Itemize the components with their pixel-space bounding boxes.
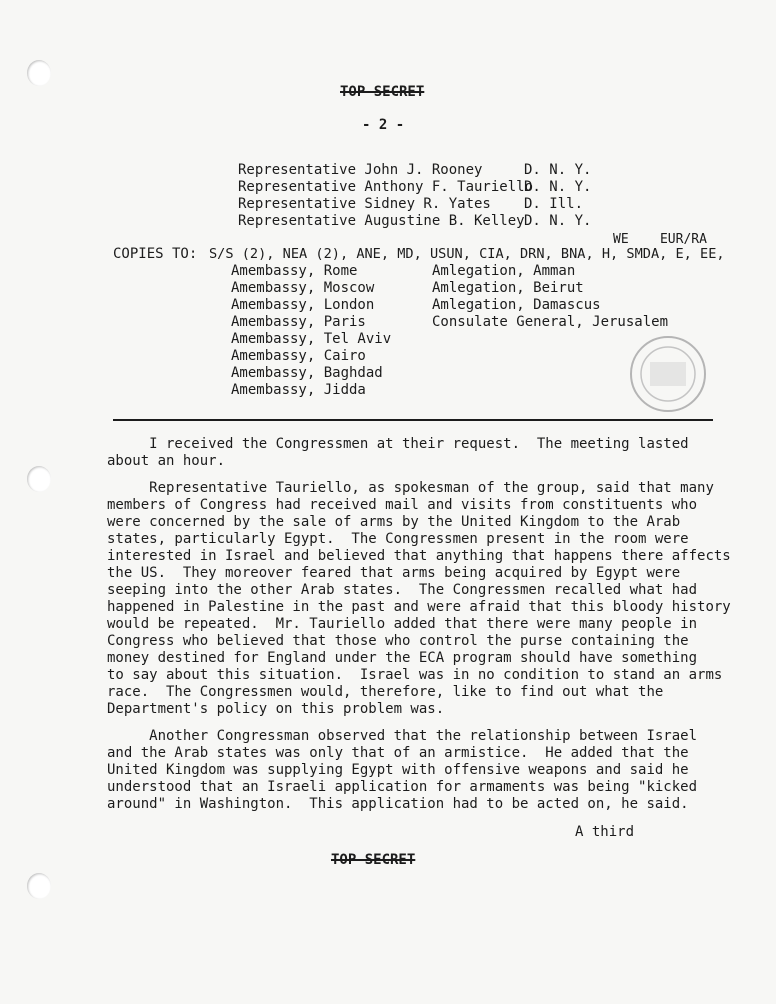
archive-stamp [626, 334, 710, 414]
embassy-item: Amembassy, Paris [231, 314, 366, 330]
text-line: understood that an Israeli application for armaments was being "kicked [107, 779, 698, 795]
text-line: members of Congress had received mail and visits from constituents who [107, 497, 698, 513]
text-line: money destined for England under the ECA program should have something [107, 650, 698, 666]
text-line: were concerned by the sale of arms by the United Kingdom to the Arab [107, 514, 681, 530]
legation-item: Amlegation, Damascus [432, 297, 601, 313]
representative-name: Representative Anthony F. Tauriello [238, 179, 534, 195]
embassy-item: Amembassy, Cairo [231, 348, 366, 364]
text-line: interested in Israel and believed that anything that happens there affects [107, 548, 731, 564]
embassy-item: Amembassy, Tel Aviv [231, 331, 392, 347]
representative-name: Representative Augustine B. Kelley [238, 213, 525, 229]
copies-list: S/S (2), NEA (2), ANE, MD, USUN, CIA, DRN, BNA, H, SMDA, E, EE, [209, 246, 725, 262]
representative-name: Representative John J. Rooney [238, 162, 483, 178]
text-line: states, particularly Egypt. The Congressmen present in the room were [107, 531, 689, 547]
representative-name: Representative Sidney R. Yates [238, 196, 491, 212]
embassy-item: Amembassy, London [231, 297, 375, 313]
text-line: around" in Washington. This application had to be acted on, he said. [107, 796, 689, 812]
text-line: would be repeated. Mr. Tauriello added that there were many people in [107, 616, 698, 632]
continuation-text: A third [575, 824, 635, 840]
representative-district: D. Ill. [524, 196, 584, 212]
punch-hole [27, 873, 51, 899]
text-line: Representative Tauriello, as spokesman of the group, said that many [107, 480, 714, 496]
classification-footer: TOP SECRET [331, 852, 416, 868]
punch-hole [27, 60, 51, 86]
punch-hole [27, 466, 51, 492]
text-line: Department's policy on this problem was. [107, 701, 445, 717]
embassy-item: Amembassy, Moscow [231, 280, 375, 296]
legation-item: Amlegation, Amman [432, 263, 576, 279]
legation-item: Amlegation, Beirut [432, 280, 584, 296]
embassy-item: Amembassy, Rome [231, 263, 358, 279]
text-line: seeping into the other Arab states. The Congressmen recalled what had [107, 582, 698, 598]
representative-district: D. N. Y. [524, 213, 592, 229]
page-number: - 2 - [362, 117, 405, 133]
text-line: happened in Palestine in the past and were afraid that this bloody history [107, 599, 731, 615]
embassy-item: Amembassy, Jidda [231, 382, 366, 398]
text-line: Another Congressman observed that the relationship between Israel [107, 728, 698, 744]
text-line: race. The Congressmen would, therefore, like to find out what the [107, 684, 664, 700]
classification-header: TOP SECRET [340, 84, 425, 100]
text-line: about an hour. [107, 453, 226, 469]
horizontal-rule [113, 419, 713, 421]
text-line: I received the Congressmen at their request. The meeting lasted [107, 436, 689, 452]
text-line: United Kingdom was supplying Egypt with offensive weapons and said he [107, 762, 689, 778]
representative-district: D. N. Y. [524, 179, 592, 195]
legation-item: Consulate General, Jerusalem [432, 314, 669, 330]
text-line: to say about this situation. Israel was in no condition to stand an arms [107, 667, 723, 683]
embassy-item: Amembassy, Baghdad [231, 365, 383, 381]
text-line: the US. They moreover feared that arms being acquired by Egypt were [107, 565, 681, 581]
copies-label: COPIES TO: [113, 246, 198, 262]
copies-handwritten-addition: WE EUR/RA [613, 232, 707, 247]
text-line: Congress who believed that those who control the purse containing the [107, 633, 689, 649]
representative-district: D. N. Y. [524, 162, 592, 178]
text-line: and the Arab states was only that of an armistice. He added that the [107, 745, 689, 761]
